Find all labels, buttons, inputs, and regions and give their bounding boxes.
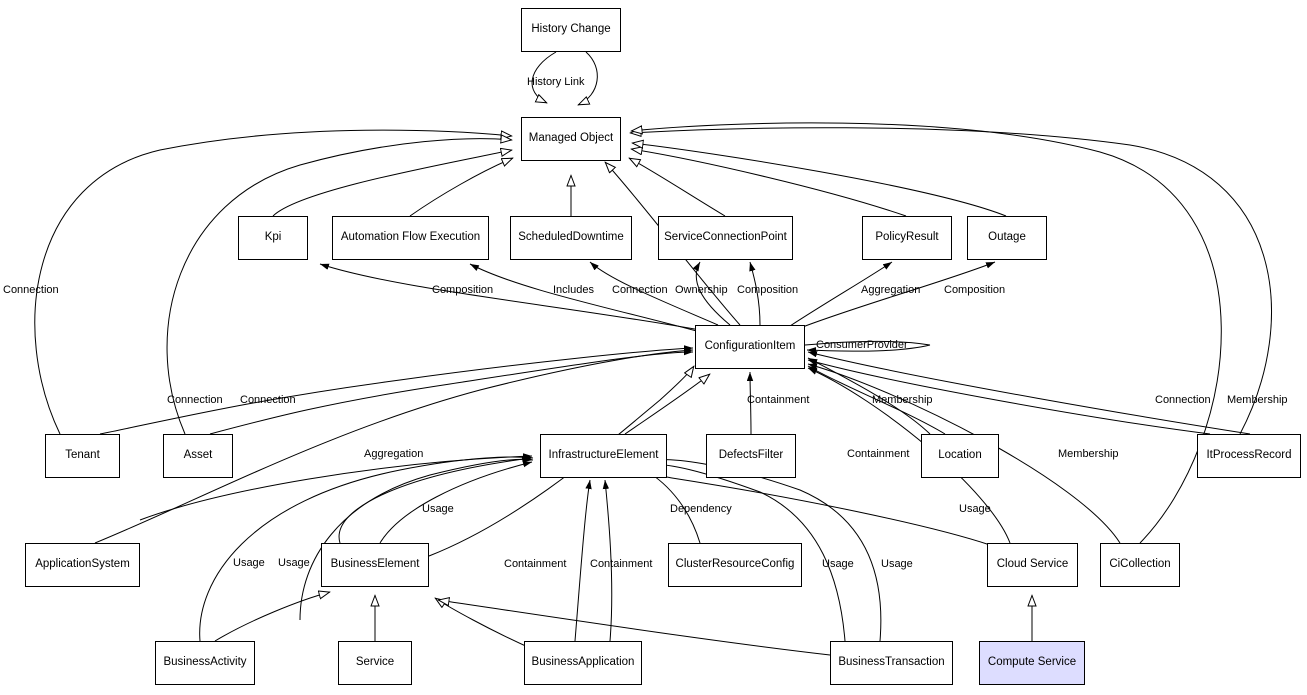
node-ci-collection[interactable] — [1100, 543, 1180, 587]
node-label: Kpi — [264, 231, 282, 244]
node-automation-flow-execution[interactable] — [332, 216, 489, 260]
node-label: DefectsFilter — [718, 449, 784, 462]
node-business-application[interactable] — [524, 641, 642, 685]
node-configuration-item[interactable] — [695, 325, 805, 369]
node-history-change[interactable] — [521, 8, 621, 52]
edge-label-includes: Includes — [553, 284, 594, 296]
edge-label-dependency: Dependency — [670, 503, 732, 515]
edge-label-usage-cloud-service: Usage — [959, 503, 991, 515]
node-label: ConfigurationItem — [704, 340, 796, 353]
node-label: Outage — [988, 231, 1026, 244]
node-scheduled-downtime[interactable] — [510, 216, 632, 260]
edge-label-containment-business-application-1: Containment — [504, 558, 567, 570]
node-label: InfrastructureElement — [548, 449, 659, 462]
edge-label-consumer-provider: ConsumerProvider — [816, 339, 908, 351]
node-label: Compute Service — [987, 656, 1077, 669]
node-business-transaction[interactable] — [830, 641, 953, 685]
node-defects-filter[interactable] — [706, 434, 796, 478]
node-service[interactable] — [338, 641, 412, 685]
node-label: Location — [938, 449, 982, 462]
edge-label-containment-defects-filter: Containment — [747, 394, 810, 406]
node-business-element[interactable] — [321, 543, 429, 587]
edge-label-usage-service: Usage — [278, 557, 310, 569]
node-service-connection-point[interactable] — [658, 216, 793, 260]
node-outage[interactable] — [967, 216, 1047, 260]
edge-label-containment-location: Containment — [847, 448, 910, 460]
edge-label-aggregation-infrastructure-element: Aggregation — [364, 448, 424, 460]
edge-label-connection-scheduled-downtime: Connection — [612, 284, 668, 296]
node-business-activity[interactable] — [155, 641, 255, 685]
node-cluster-resource-config[interactable] — [668, 543, 802, 587]
node-label: ItProcessRecord — [1206, 449, 1292, 462]
edge-label-composition-kpi: Composition — [432, 284, 494, 296]
node-kpi[interactable] — [238, 216, 308, 260]
node-label: Managed Object — [528, 132, 614, 145]
node-label: Cloud Service — [996, 558, 1069, 571]
node-application-system[interactable] — [25, 543, 140, 587]
edge-label-aggregation-policy-result: Aggregation — [861, 284, 921, 296]
node-tenant[interactable] — [45, 434, 120, 478]
node-label: PolicyResult — [875, 231, 939, 244]
edge-label-membership-location: Membership — [872, 394, 933, 406]
edge-label-connection-tenant-managed: Connection — [3, 284, 59, 296]
node-label: ScheduledDowntime — [518, 231, 624, 244]
edge-label-connection-asset: Connection — [240, 394, 296, 406]
node-label: BusinessApplication — [531, 656, 635, 669]
node-label: Asset — [183, 449, 213, 462]
node-label: ClusterResourceConfig — [675, 558, 795, 571]
node-location[interactable] — [921, 434, 999, 478]
edge-label-composition-service-connection-point: Composition — [737, 284, 799, 296]
node-infrastructure-element[interactable] — [540, 434, 667, 478]
edge-label-membership-it-process-record: Membership — [1227, 394, 1288, 406]
node-cloud-service[interactable] — [987, 543, 1078, 587]
node-label: BusinessTransaction — [838, 656, 945, 669]
node-asset[interactable] — [163, 434, 233, 478]
edge-label-usage-infrastructure-element: Usage — [422, 503, 454, 515]
edge-label-usage-business-transaction-1: Usage — [822, 558, 854, 570]
edge-label-connection-it-process-record: Connection — [1155, 394, 1211, 406]
edge-label-ownership: Ownership — [675, 284, 728, 296]
node-label: ServiceConnectionPoint — [664, 231, 787, 244]
edge-label-connection-tenant: Connection — [167, 394, 223, 406]
node-label: History Change — [531, 23, 611, 36]
node-label: Service — [355, 656, 395, 669]
node-label: ApplicationSystem — [35, 558, 130, 571]
edge-label-membership-ci-collection: Membership — [1058, 448, 1119, 460]
node-policy-result[interactable] — [862, 216, 952, 260]
node-managed-object[interactable] — [521, 117, 621, 161]
node-label: BusinessActivity — [163, 656, 247, 669]
node-label: CiCollection — [1109, 558, 1171, 571]
node-label: BusinessElement — [330, 558, 420, 571]
edge-label-usage-business-activity: Usage — [233, 557, 265, 569]
edge-label-containment-business-application-2: Containment — [590, 558, 653, 570]
edge-label-composition-outage: Composition — [944, 284, 1006, 296]
node-label: Tenant — [65, 449, 100, 462]
node-it-process-record[interactable] — [1197, 434, 1301, 478]
edge-label-history-link: History Link — [527, 76, 585, 88]
node-label: Automation Flow Execution — [340, 231, 481, 244]
node-compute-service[interactable] — [979, 641, 1085, 685]
edge-label-usage-business-transaction-2: Usage — [881, 558, 913, 570]
